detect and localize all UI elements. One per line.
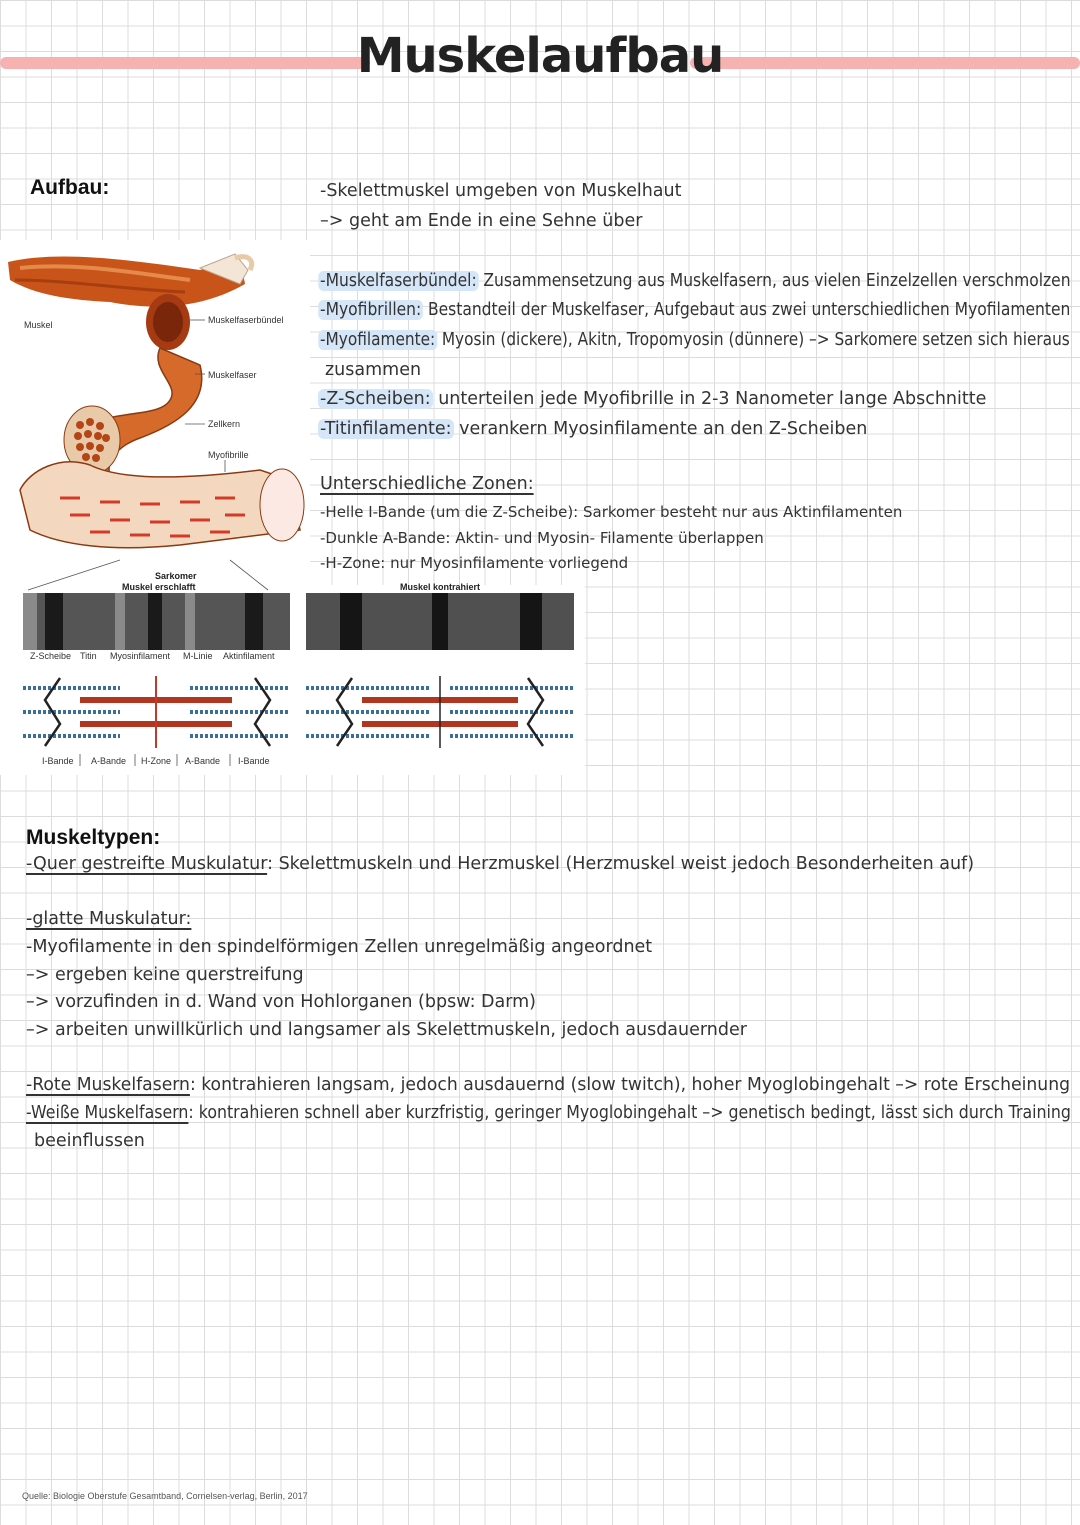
label-aktinfilament: Aktinfilament	[223, 651, 275, 661]
label-myofibrille: Myofibrille	[208, 450, 249, 460]
zone-line: -Helle I-Bande (um die Z-Scheibe): Sarkomer besteht nur aus Aktinfilamenten	[320, 503, 903, 521]
label-muskel: Muskel	[24, 320, 53, 330]
term-text: : kontrahieren schnell aber kurzfristig, geringer Myoglobingehalt –> genetisch bedingt, lässt sich durch Training	[188, 1103, 1071, 1123]
muscle-structure-figure	[0, 240, 600, 775]
source-citation: Quelle: Biologie Oberstufe Gesamtband, Cornelsen-verlag, Berlin, 2017	[22, 1491, 308, 1501]
band-label: A-Bande	[91, 756, 127, 766]
term-line-myofilamente-cont: zusammen	[325, 360, 422, 380]
band-label: H-Zone	[141, 756, 172, 766]
glatt-line: –> ergeben keine querstreifung	[26, 965, 304, 985]
term-label: -Muskelfaserbündel:	[320, 271, 477, 291]
term-text: unterteilen jede Myofibrille in 2-3 Nanometer lange Abschnitte	[432, 389, 987, 409]
intro-line: –> geht am Ende in eine Sehne über	[320, 211, 643, 231]
zone-line: -H-Zone: nur Myosinfilamente vorliegend	[320, 554, 629, 572]
weisse-muskelfasern-cont: beeinflussen	[34, 1131, 145, 1151]
glatt-heading: -glatte Muskulatur:	[26, 909, 192, 929]
label-muskelfaser: Muskelfaser	[208, 370, 257, 380]
term-label: -Rote Muskelfasern	[26, 1075, 190, 1095]
term-label: -Myofilamente:	[320, 330, 436, 350]
label-m-linie: M-Linie	[183, 651, 213, 661]
myofibril-end	[260, 469, 304, 541]
page-title: Muskelaufbau	[356, 28, 724, 84]
term-label: -Myofibrillen:	[320, 300, 422, 320]
term-text: : Skelettmuskeln und Herzmuskel (Herzmuskel weist jedoch Besonderheiten auf)	[267, 854, 975, 874]
term-label: -Z-Scheiben:	[320, 389, 431, 409]
label-muskelfaserbuendel: Muskelfaserbündel	[208, 315, 284, 325]
term-label: -Quer gestreifte Muskulatur	[26, 854, 268, 874]
label-sarkomer: Sarkomer	[155, 571, 197, 581]
band-label: I-Bande	[42, 756, 74, 766]
band-label: A-Bande	[185, 756, 221, 766]
label-titin: Titin	[80, 651, 97, 661]
zones-heading: Unterschiedliche Zonen:	[320, 474, 534, 494]
quer-gestreift-line	[26, 854, 974, 874]
term-text: : kontrahieren langsam, jedoch ausdauernd (slow twitch), hoher Myoglobingehalt –> rote Erscheinung	[189, 1075, 1071, 1095]
weisse-muskelfasern-line	[26, 1103, 1071, 1123]
muskeltypen-heading: Muskeltypen:	[26, 826, 161, 849]
label-muskel-erschlafft: Muskel erschlafft	[122, 582, 196, 592]
label-muskel-kontrahiert: Muskel kontrahiert	[400, 582, 481, 592]
glatt-line: –> vorzufinden in d. Wand von Hohlorganen (bpsw: Darm)	[26, 992, 536, 1012]
term-text: verankern Myosinfilamente an den Z-Scheiben	[453, 419, 868, 439]
label-z-scheibe: Z-Scheibe	[30, 651, 72, 661]
term-text: Myosin (dickere), Akitn, Tropomyosin (dünnere) –> Sarkomere setzen sich hieraus	[436, 330, 1070, 350]
label-myosinfilament: Myosinfilament	[110, 651, 171, 661]
label-zellkern: Zellkern	[208, 419, 241, 429]
rote-muskelfasern-line	[26, 1075, 1070, 1095]
term-label: -Titinfilamente:	[320, 419, 452, 439]
term-text: Bestandteil der Muskelfaser, Aufgebaut aus zwei unterschiedlichen Myofilamenten	[423, 300, 1071, 320]
zone-line: -Dunkle A-Bande: Aktin- und Myosin- Filamente überlappen	[320, 529, 764, 547]
aufbau-heading: Aufbau:	[30, 176, 110, 199]
glatt-line: -Myofilamente in den spindelförmigen Zellen unregelmäßig angeordnet	[26, 937, 653, 957]
term-text: Zusammensetzung aus Muskelfasern, aus vielen Einzelzellen verschmolzen	[478, 271, 1071, 291]
intro-line: -Skelettmuskel umgeben von Muskelhaut	[320, 181, 682, 201]
glatt-line: –> arbeiten unwillkürlich und langsamer als Skelettmuskeln, jedoch ausdauernder	[26, 1020, 747, 1040]
term-label: -Weiße Muskelfasern	[26, 1103, 189, 1123]
band-label: I-Bande	[238, 756, 270, 766]
